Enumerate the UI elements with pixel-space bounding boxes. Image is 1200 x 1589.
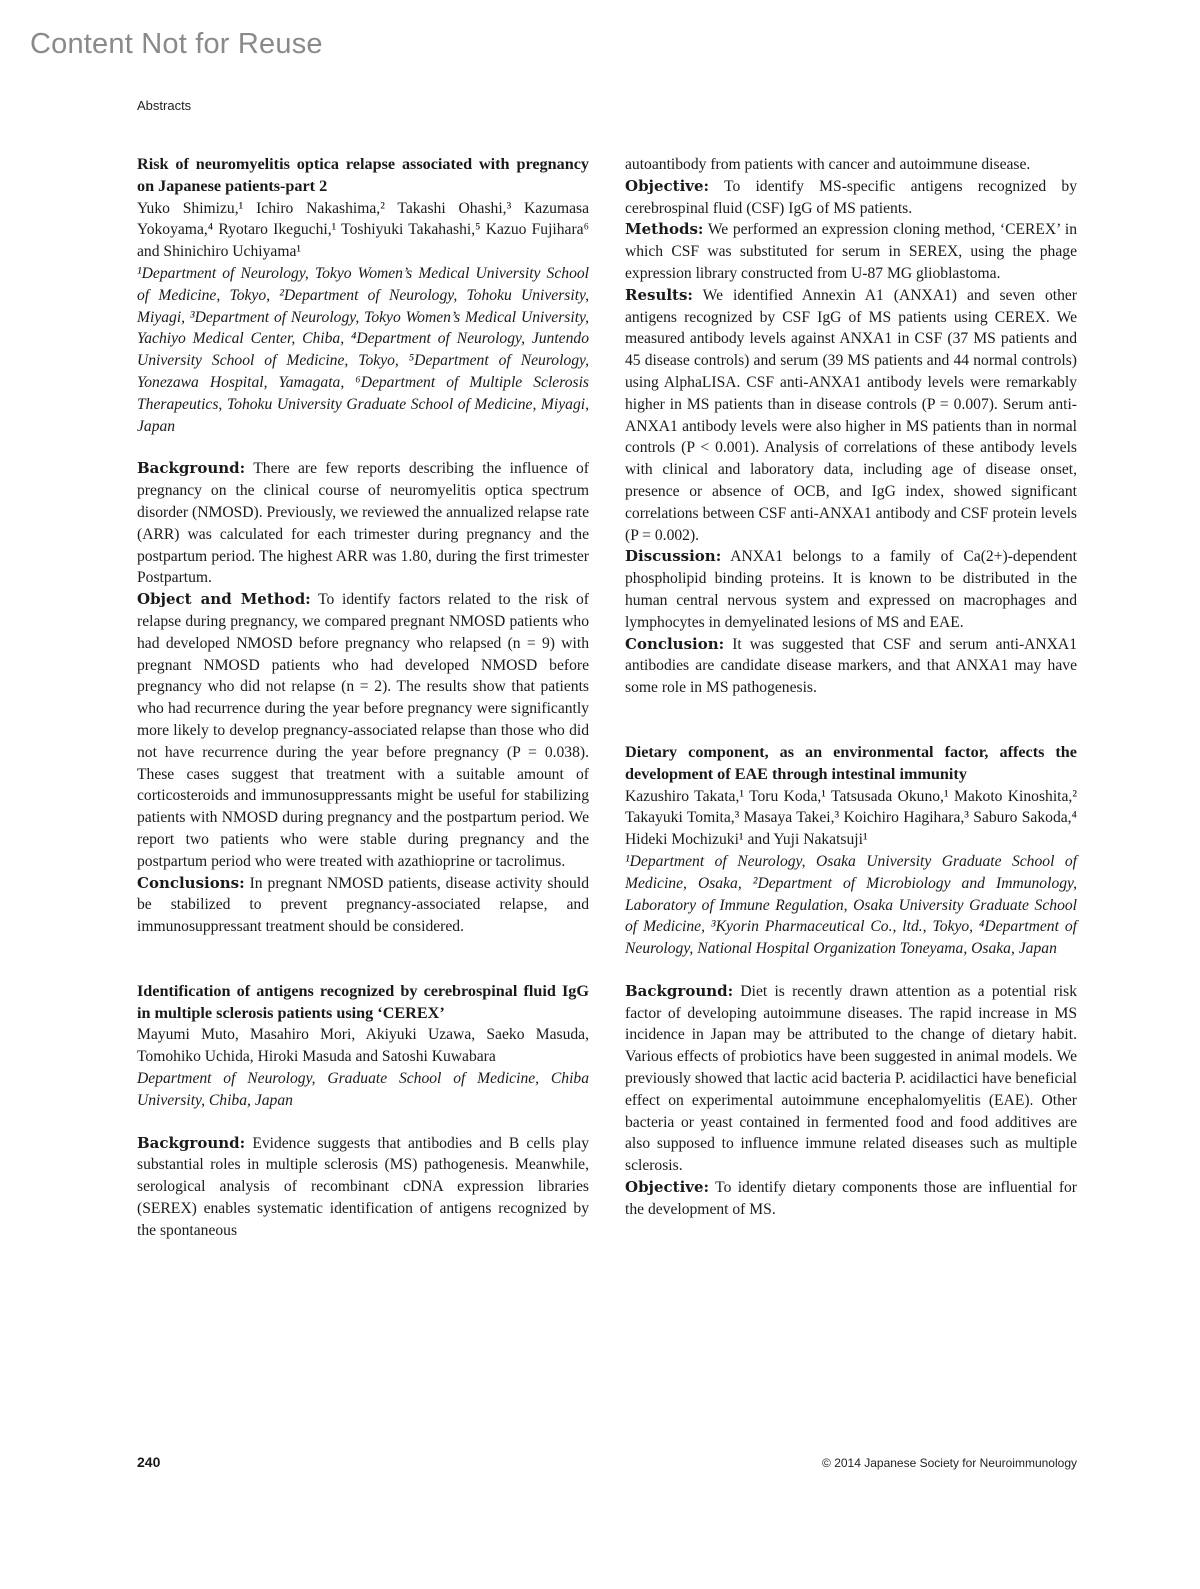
article1-authors: Yuko Shimizu,¹ Ichiro Nakashima,² Takashi Ohashi,³ Kazumasa Yokoyama,⁴ Ryotaro Ikeguchi,¹ Toshiyuki Takahashi,⁵ Kazuo Fujihara⁶ and Shinichiro Uchiyama¹ [137,199,589,261]
article1-affiliations: ¹Department of Neurology, Tokyo Women’s Medical University School of Medicine, Tokyo, ²Department of Neurology, Tohoku University, Miyagi, ³Department of Neurology, Tokyo Women’s Medical University, Yachiyo Medical Center, Chiba, ⁴Department of Neurology, Juntendo University School of Medicine, Tokyo, ⁵Department of Neurology, Yonezawa Hospital, Yamagata, ⁶Department of Multiple Sclerosis Therapeutics, Tohoku University Graduate School of Medicine, Miyagi, Japan [137,264,589,435]
article3-background [625,981,1077,1177]
section-text: ANXA1 belongs to a family of Ca(2+)-dependent phospholipid binding proteins. It is known to be distributed in the human central nervous system and expressed on macrophages and lymphocytes in demyelinated lesions of MS and EAE. [625,548,1077,631]
section-label: Background: [137,459,246,478]
section-label: Background: [625,981,734,1000]
article3-affiliations: ¹Department of Neurology, Osaka University Graduate School of Medicine, Osaka, ²Department of Microbiology and Immunology, Laboratory of Immune Regulation, Osaka University Graduate School of Medicine, ³Kyorin Pharmaceutical Co., ltd., Tokyo, ⁴Department of Neurology, National Hospital Organization Toneyama, Osaka, Japan [625,852,1077,958]
copyright: © 2014 Japanese Society for Neuroimmunology [822,1456,1077,1470]
section-label: Results: [625,285,693,304]
article2-results [625,285,1077,547]
section-text: To identify dietary components those are influential for the development of MS. [625,1179,1077,1218]
article1-background [137,458,589,589]
section-text: It was suggested that CSF and serum anti-ANXA1 antibodies are candidate disease markers, and that ANXA1 may have some role in MS pathogenesis. [625,635,1077,697]
article3-authors: Kazushiro Takata,¹ Toru Koda,¹ Tatsusada Okuno,¹ Makoto Kinoshita,² Takayuki Tomita,³ Masaya Takei,³ Koichiro Hagihara,³ Saburo Sakoda,⁴ Hideki Mochizuki¹ and Yuji Nakatsuji¹ [625,787,1077,849]
article2-conclusion [625,634,1077,699]
section-text: We identified Annexin A1 (ANXA1) and seven other antigens recognized by CSF IgG of MS patients using CEREX. We measured antibody levels against ANXA1 in CSF (37 MS patients and 45 disease controls) and serum (39 MS patients and 44 normal controls) using AlphaLISA. CSF anti-ANXA1 antibody levels were remarkably higher in MS patients than in disease controls (P = 0.007). Serum anti-ANXA1 antibody levels were also higher in MS patients than in normal controls (P < 0.001). Analysis of correlations of these antibody levels with clinical and laboratory data, including age of disease onset, presence or absence of OCB, and IgG index, showed significant correlations between CSF anti-ANXA1 antibody and CSF protein levels (P = 0.002). [625,286,1077,544]
watermark: Content Not for Reuse [30,28,323,60]
section-text: Diet is recently drawn attention as a potential risk factor of developing autoimmune diseases. The rapid increase in MS incidence in Japan may be attributed to the change of dietary habit. Various effects of probiotics have been suggested in animal models. We previously showed that lactic acid bacteria P. acidilactici have beneficial effect on experimental autoimmune encephalomyelitis (EAE). Other bacteria or yeast contained in fermented food and food additives are also supposed to influence immune related diseases such as multiple sclerosis. [625,982,1077,1175]
section-label: Background: [137,1133,246,1152]
article1-conclusions [137,873,589,938]
article3-title: Dietary component, as an environmental factor, affects the development of EAE through intestinal immunity [625,742,1077,783]
section-text: In pregnant NMOSD patients, disease activity should be stabilized to prevent pregnancy-associated relapse, and immunosuppressant treatment should be considered. [137,874,589,936]
article2-background [137,1133,589,1242]
left-column [137,154,589,1242]
article2-affiliations: Department of Neurology, Graduate School of Medicine, Chiba University, Chiba, Japan [137,1070,589,1109]
article2-background-continued: autoantibody from patients with cancer and autoimmune disease. [625,156,1031,173]
article2-objective [625,176,1077,220]
article2-authors: Mayumi Muto, Masahiro Mori, Akiyuki Uzawa, Saeko Masuda, Tomohiko Uchida, Hiroki Masuda and Satoshi Kuwabara [137,1026,589,1066]
section-label: Methods: [625,220,704,239]
article2-discussion [625,546,1077,633]
running-head: Abstracts [137,98,192,113]
section-text: To identify MS-specific antigens recognized by cerebrospinal fluid (CSF) IgG of MS patients. [625,177,1077,217]
section-text: To identify factors related to the risk of relapse during pregnancy, we compared pregnant NMOSD patients who had developed NMOSD before pregnancy who relapsed (n = 9) with pregnant NMOSD patients who had developed NMOSD before pregnancy who did not relapse (n = 2). The results show that patients who had recurrence during the year before pregnancy were significantly more likely to develop pregnancy-associated relapse than those who did not have recurrence during the year before pregnancy (P = 0.038). These cases suggest that treatment with a suitable amount of corticosteroids and immunosuppressants might be useful for stabilizing patients with NMOSD during pregnancy and the postpartum period. We report two patients who were stable during pregnancy and the postpartum period who were treated with azathioprine or tacrolimus. [137,591,589,870]
article3-objective [625,1177,1077,1221]
section-label: Conclusion: [625,634,725,653]
section-label: Objective: [625,176,710,195]
article1-method [137,589,589,872]
section-label: Discussion: [625,547,722,566]
section-label: Object and Method: [137,590,311,609]
right-column [625,154,1077,1221]
section-text: There are few reports describing the influence of pregnancy on the clinical course of neuromyelitis optica spectrum disorder (NMOSD). Previously, we reviewed the annualized relapse rate (ARR) was calculated for each trimester during pregnancy and the postpartum period. The highest ARR was 1.80, during the first trimester Postpartum. [137,460,589,587]
article2-title: Identification of antigens recognized by cerebrospinal fluid IgG in multiple sclerosis patients using ‘CEREX’ [137,981,589,1022]
article2-methods [625,219,1077,284]
section-text: Evidence suggests that antibodies and B cells play substantial roles in multiple sclerosis (MS) pathogenesis. Meanwhile, serological analysis of recombinant cDNA expression libraries (SEREX) enables systematic identification of antigens recognized by the spontaneous [137,1134,589,1239]
section-text: We performed an expression cloning method, ‘CEREX’ in which CSF was substituted for serum in SEREX, using the phage expression library constructed from U-87 MG glioblastoma. [625,221,1077,282]
article1-title: Risk of neuromyelitis optica relapse associated with pregnancy on Japanese patients-part 2 [137,155,589,195]
section-label: Conclusions: [137,873,245,892]
section-label: Objective: [625,1178,710,1197]
page-number: 240 [137,1454,161,1470]
